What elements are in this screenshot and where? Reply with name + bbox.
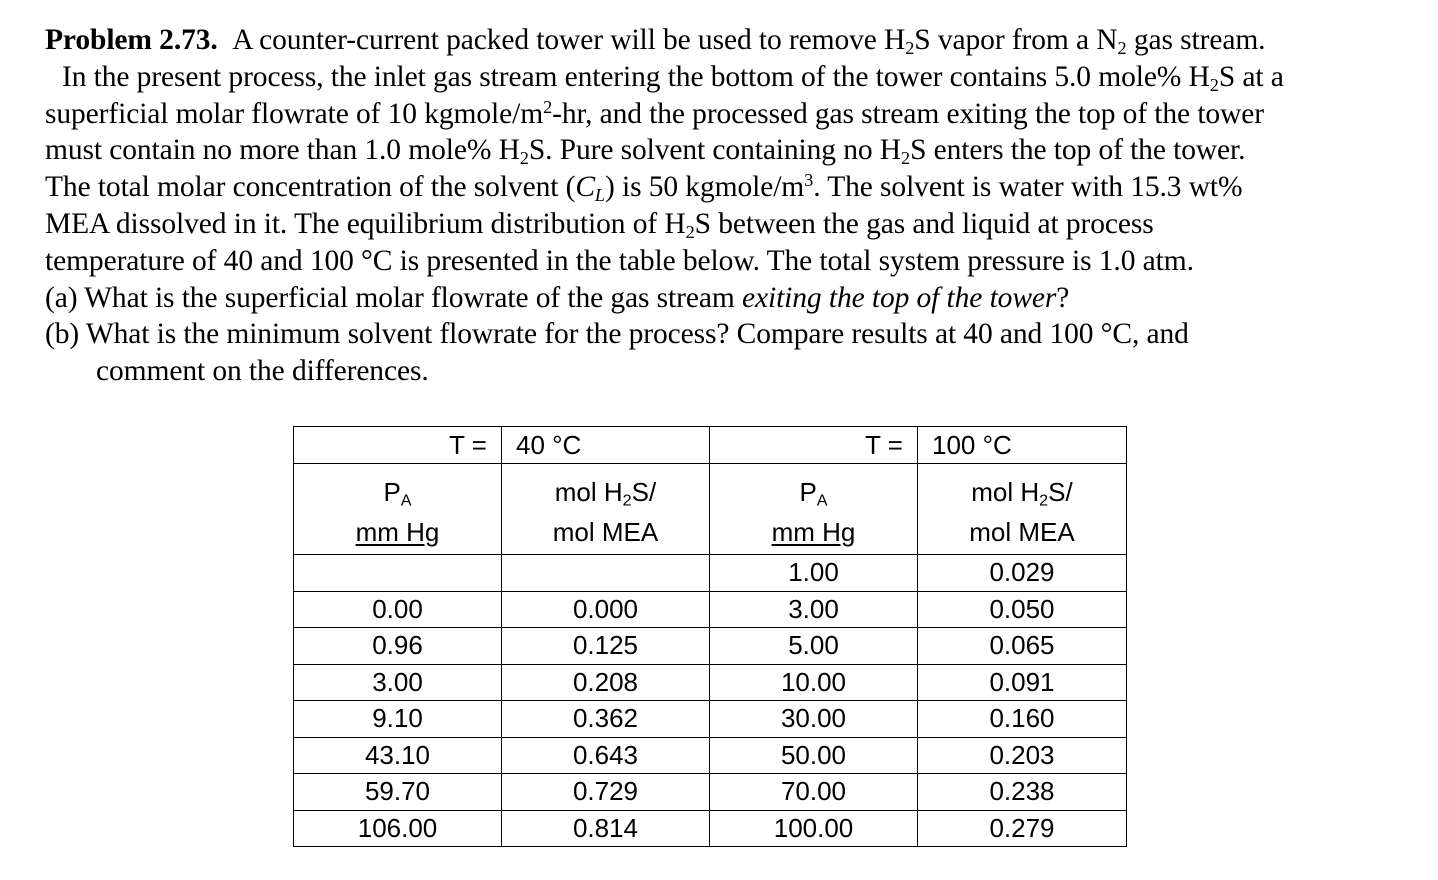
table-cell: 0.050 — [918, 591, 1127, 628]
header-mol-100: mol $H_2S/$ — [918, 464, 1127, 511]
table-row — [294, 737, 1127, 774]
problem-statement — [45, 22, 1405, 390]
table-cell: 59.70 — [294, 774, 502, 811]
question-b-cont: comment on the differences. — [96, 355, 429, 388]
table-cell: 0.96 — [294, 628, 502, 665]
table-row — [294, 810, 1127, 847]
header-unit-100: mm Hg — [710, 510, 918, 555]
problem-line-7: temperature of 40 and 100 °C is presented in the table below. The total system pressure is 1.0 atm. — [45, 244, 1194, 277]
table-cell: 0.00 — [294, 591, 502, 628]
table-body — [294, 555, 1127, 847]
table-cell: 0.729 — [502, 774, 710, 811]
problem-line-6: MEA dissolved in it. The equilibrium distribution of $H_2S$ between the gas and liquid at process — [45, 207, 1154, 243]
table-cell: 0.814 — [502, 810, 710, 847]
table-cell — [502, 555, 710, 592]
table-cell: 100.00 — [710, 810, 918, 847]
question-a: (a) What is the superficial molar flowrate of the gas stream exiting the top of the tower? — [45, 281, 1070, 314]
temp-label-100: T = — [710, 427, 918, 464]
table-row — [294, 628, 1127, 665]
table-cell: 0.208 — [502, 664, 710, 701]
header-mol-40: mol $H_2S/$ — [502, 464, 710, 511]
table-row — [294, 591, 1127, 628]
temperature-row — [294, 427, 1127, 464]
header-unit2-40: mol MEA — [502, 510, 710, 555]
table-row — [294, 701, 1127, 738]
table-cell: 30.00 — [710, 701, 918, 738]
problem-line-4: must contain no more than 1.0 mole% $H_2S$. Pure solvent containing no $H_2S$ enters the top of the tower. — [45, 134, 1246, 169]
table-cell: 43.10 — [294, 737, 502, 774]
table-cell: 0.029 — [918, 555, 1127, 592]
table-cell: 106.00 — [294, 810, 502, 847]
problem-line-3: superficial molar flowrate of 10 kgmole/$m^2-hr$, and the processed gas stream exiting the top of the tower — [45, 96, 1264, 130]
problem-line-1: Problem 2.73. A counter-current packed tower will be used to remove $H_2S$ vapor from a $N_2$ gas stream. — [45, 24, 1266, 59]
problem-line-2: In the present process, the inlet gas stream entering the bottom of the tower contains 5.0 mole% $H_2S$ at a — [62, 60, 1284, 95]
table-cell: 1.00 — [710, 555, 918, 592]
equilibrium-table — [293, 426, 1127, 847]
table-cell: 3.00 — [710, 591, 918, 628]
table-cell: 0.000 — [502, 591, 710, 628]
temp-label-40: T = — [294, 427, 502, 464]
header-pa-100: $P_A$ — [710, 464, 918, 511]
table-cell: 0.279 — [918, 810, 1127, 847]
header-row-2 — [294, 510, 1127, 555]
temp-value-100: 100 °C — [918, 427, 1127, 464]
table-cell: 3.00 — [294, 664, 502, 701]
table-row — [294, 555, 1127, 592]
problem-line-5: The total molar concentration of the solvent $(C_L)$ is 50 kgmole/$m^3$. The solvent is water with 15.3 wt% — [45, 170, 1243, 206]
table-cell: 0.065 — [918, 628, 1127, 665]
table-cell: 0.160 — [918, 701, 1127, 738]
header-unit-40: mm Hg — [294, 510, 502, 555]
table-cell: 70.00 — [710, 774, 918, 811]
temp-value-40: 40 °C — [502, 427, 710, 464]
problem-label: Problem 2.73. — [45, 24, 218, 56]
table-row — [294, 774, 1127, 811]
question-b: (b) What is the minimum solvent flowrate for the process? Compare results at 40 and 100 °C, and — [45, 318, 1189, 351]
header-unit2-100: mol MEA — [918, 510, 1127, 555]
table-cell: 50.00 — [710, 737, 918, 774]
header-row-1 — [294, 464, 1127, 511]
header-pa-40: $P_A$ — [294, 464, 502, 511]
table-cell: 0.125 — [502, 628, 710, 665]
table-cell: 5.00 — [710, 628, 918, 665]
table-cell: 0.362 — [502, 701, 710, 738]
table-cell — [294, 555, 502, 592]
table-cell: 9.10 — [294, 701, 502, 738]
table-cell: 0.091 — [918, 664, 1127, 701]
table-cell: 0.643 — [502, 737, 710, 774]
table-row — [294, 664, 1127, 701]
table-cell: 0.238 — [918, 774, 1127, 811]
table-cell: 10.00 — [710, 664, 918, 701]
table-cell: 0.203 — [918, 737, 1127, 774]
